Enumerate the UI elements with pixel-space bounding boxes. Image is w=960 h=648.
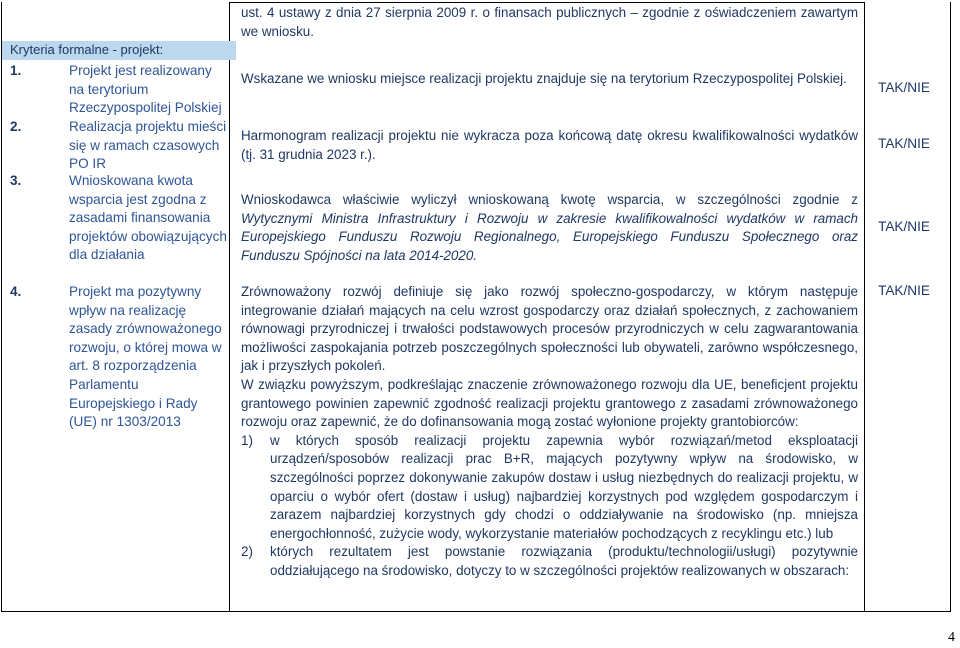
- list-marker: 1): [241, 432, 253, 448]
- description-3: [241, 191, 858, 265]
- description-1: Wskazane we wniosku miejsce realizacji projektu znajduje się na terytorium Rzeczypospolitej Polskiej.: [241, 71, 847, 86]
- answer-1: TAK/NIE: [878, 80, 930, 95]
- list-item: [241, 543, 858, 580]
- answer-3: TAK/NIE: [878, 219, 930, 234]
- criterion-number: 2.: [10, 119, 22, 134]
- criterion-number: 3.: [10, 173, 22, 188]
- table-bottom-border: [1, 611, 951, 612]
- description-4-paragraph-2: W związku powyższym, podkreślając znaczenie zrównoważonego rozwoju dla UE, beneficjent projektu grantowego powinien zapewnić zgodność realizacji projektu grantowego z zasadami zrównoważonego rozwoju oraz zapewnić, że do dofinansowania mogą zostać wyłonione projekty grantobiorców:: [241, 376, 858, 430]
- criterion-text: Projekt jest realizowany na terytorium Rzeczypospolitej Polskiej: [69, 63, 222, 116]
- criterion-number: 1.: [10, 63, 22, 78]
- criterion-1: [10, 62, 228, 118]
- answer-2: TAK/NIE: [878, 136, 930, 151]
- criterion-text: Projekt ma pozytywny wpływ na realizację zasady zrównoważonego rozwoju, o której mowa w art. 8 rozporządzenia Parlamentu Europejskiego i Rady (UE) nr 1303/2013: [69, 284, 222, 430]
- description-4-paragraph-1: Zrównoważony rozwój definiuje się jako rozwój społeczno-gospodarczy, w którym następuje integrowanie działań mających na celu wzrost gospodarczy oraz działań społecznych, z zachowaniem równowagi przyrodniczej i trwałości podstawowych procesów przyrodniczych w celu zagwarantowania możliwości zaspokajania potrzeb poszczególnych społeczności lub obywateli, zarówno współczesnego, jak i przyszłych pokoleń.: [241, 284, 858, 374]
- criterion-4: [10, 283, 228, 432]
- table-border-left: [1, 2, 2, 612]
- criterion-text: Wnioskowana kwota wsparcia jest zgodna z zasadami finansowania projektów obowiązujących dla działania: [69, 173, 227, 263]
- list-text: w których sposób realizacji projektu zapewnia wybór rozwiązań/metod eksploatacji urządzeń/sposobów realizacji prac B+R, mających pozytywny wpływ na środowisko, w szczególności poprzez dokonywanie zakupów dostaw i usług niezbędnych do realizacji projektu, w oparciu o wybór ofert (dostaw i usług) najbardziej korzystnych pod względem gospodarczym i zarazem najbardziej korzystnych gdy chodzi o oddziaływanie na środowisko (np. mniejsza energochłonność, zużycie wody, wykorzystanie materiałów pochodzących z recyklingu etc.) lub: [270, 432, 858, 541]
- criterion-2: [10, 118, 228, 174]
- criterion-text: Realizacja projektu mieści się w ramach czasowych PO IR: [69, 119, 227, 172]
- continuation-text: ust. 4 ustawy z dnia 27 sierpnia 2009 r. o finansach publicznych – zgodnie z oświadczeniem zawartym we wniosku.: [241, 5, 858, 39]
- criterion-number: 4.: [10, 284, 22, 299]
- description-3-italic: Wytycznymi Ministra Infrastruktury i Rozwoju w zakresie kwalifikowalności wydatków w ramach Europejskiego Funduszu Rozwoju Regionalnego, Europejskiego Funduszu Społecznego oraz Funduszu Spójności na lata 2014-2020.: [241, 210, 858, 263]
- description-2: Harmonogram realizacji projektu nie wykracza poza końcową datę okresu kwalifikowalności wydatków (tj. 31 grudnia 2023 r.).: [241, 128, 858, 162]
- criteria-header: Kryteria formalne - projekt:: [2, 41, 236, 60]
- list-text: których rezultatem jest powstanie rozwiązania (produktu/technologii/usługi) pozytywnie oddziałującego na środowisko, dotyczy to w szczególności projektów realizowanych w obszarach:: [270, 544, 858, 578]
- page-number: 4: [948, 630, 955, 645]
- description-4-list: [241, 432, 858, 581]
- criterion-3: [10, 172, 228, 265]
- description-4: [241, 283, 858, 581]
- list-marker: 2): [241, 544, 253, 560]
- table-top-border: [229, 2, 864, 3]
- table-divider-1: [229, 2, 230, 612]
- table-border-right: [950, 2, 951, 612]
- description-3-plain: Wnioskodawca właściwie wyliczył wnioskowaną kwotę wsparcia, w szczególności zgodnie z: [241, 192, 858, 207]
- answer-4: TAK/NIE: [878, 283, 930, 298]
- list-item: [241, 432, 858, 544]
